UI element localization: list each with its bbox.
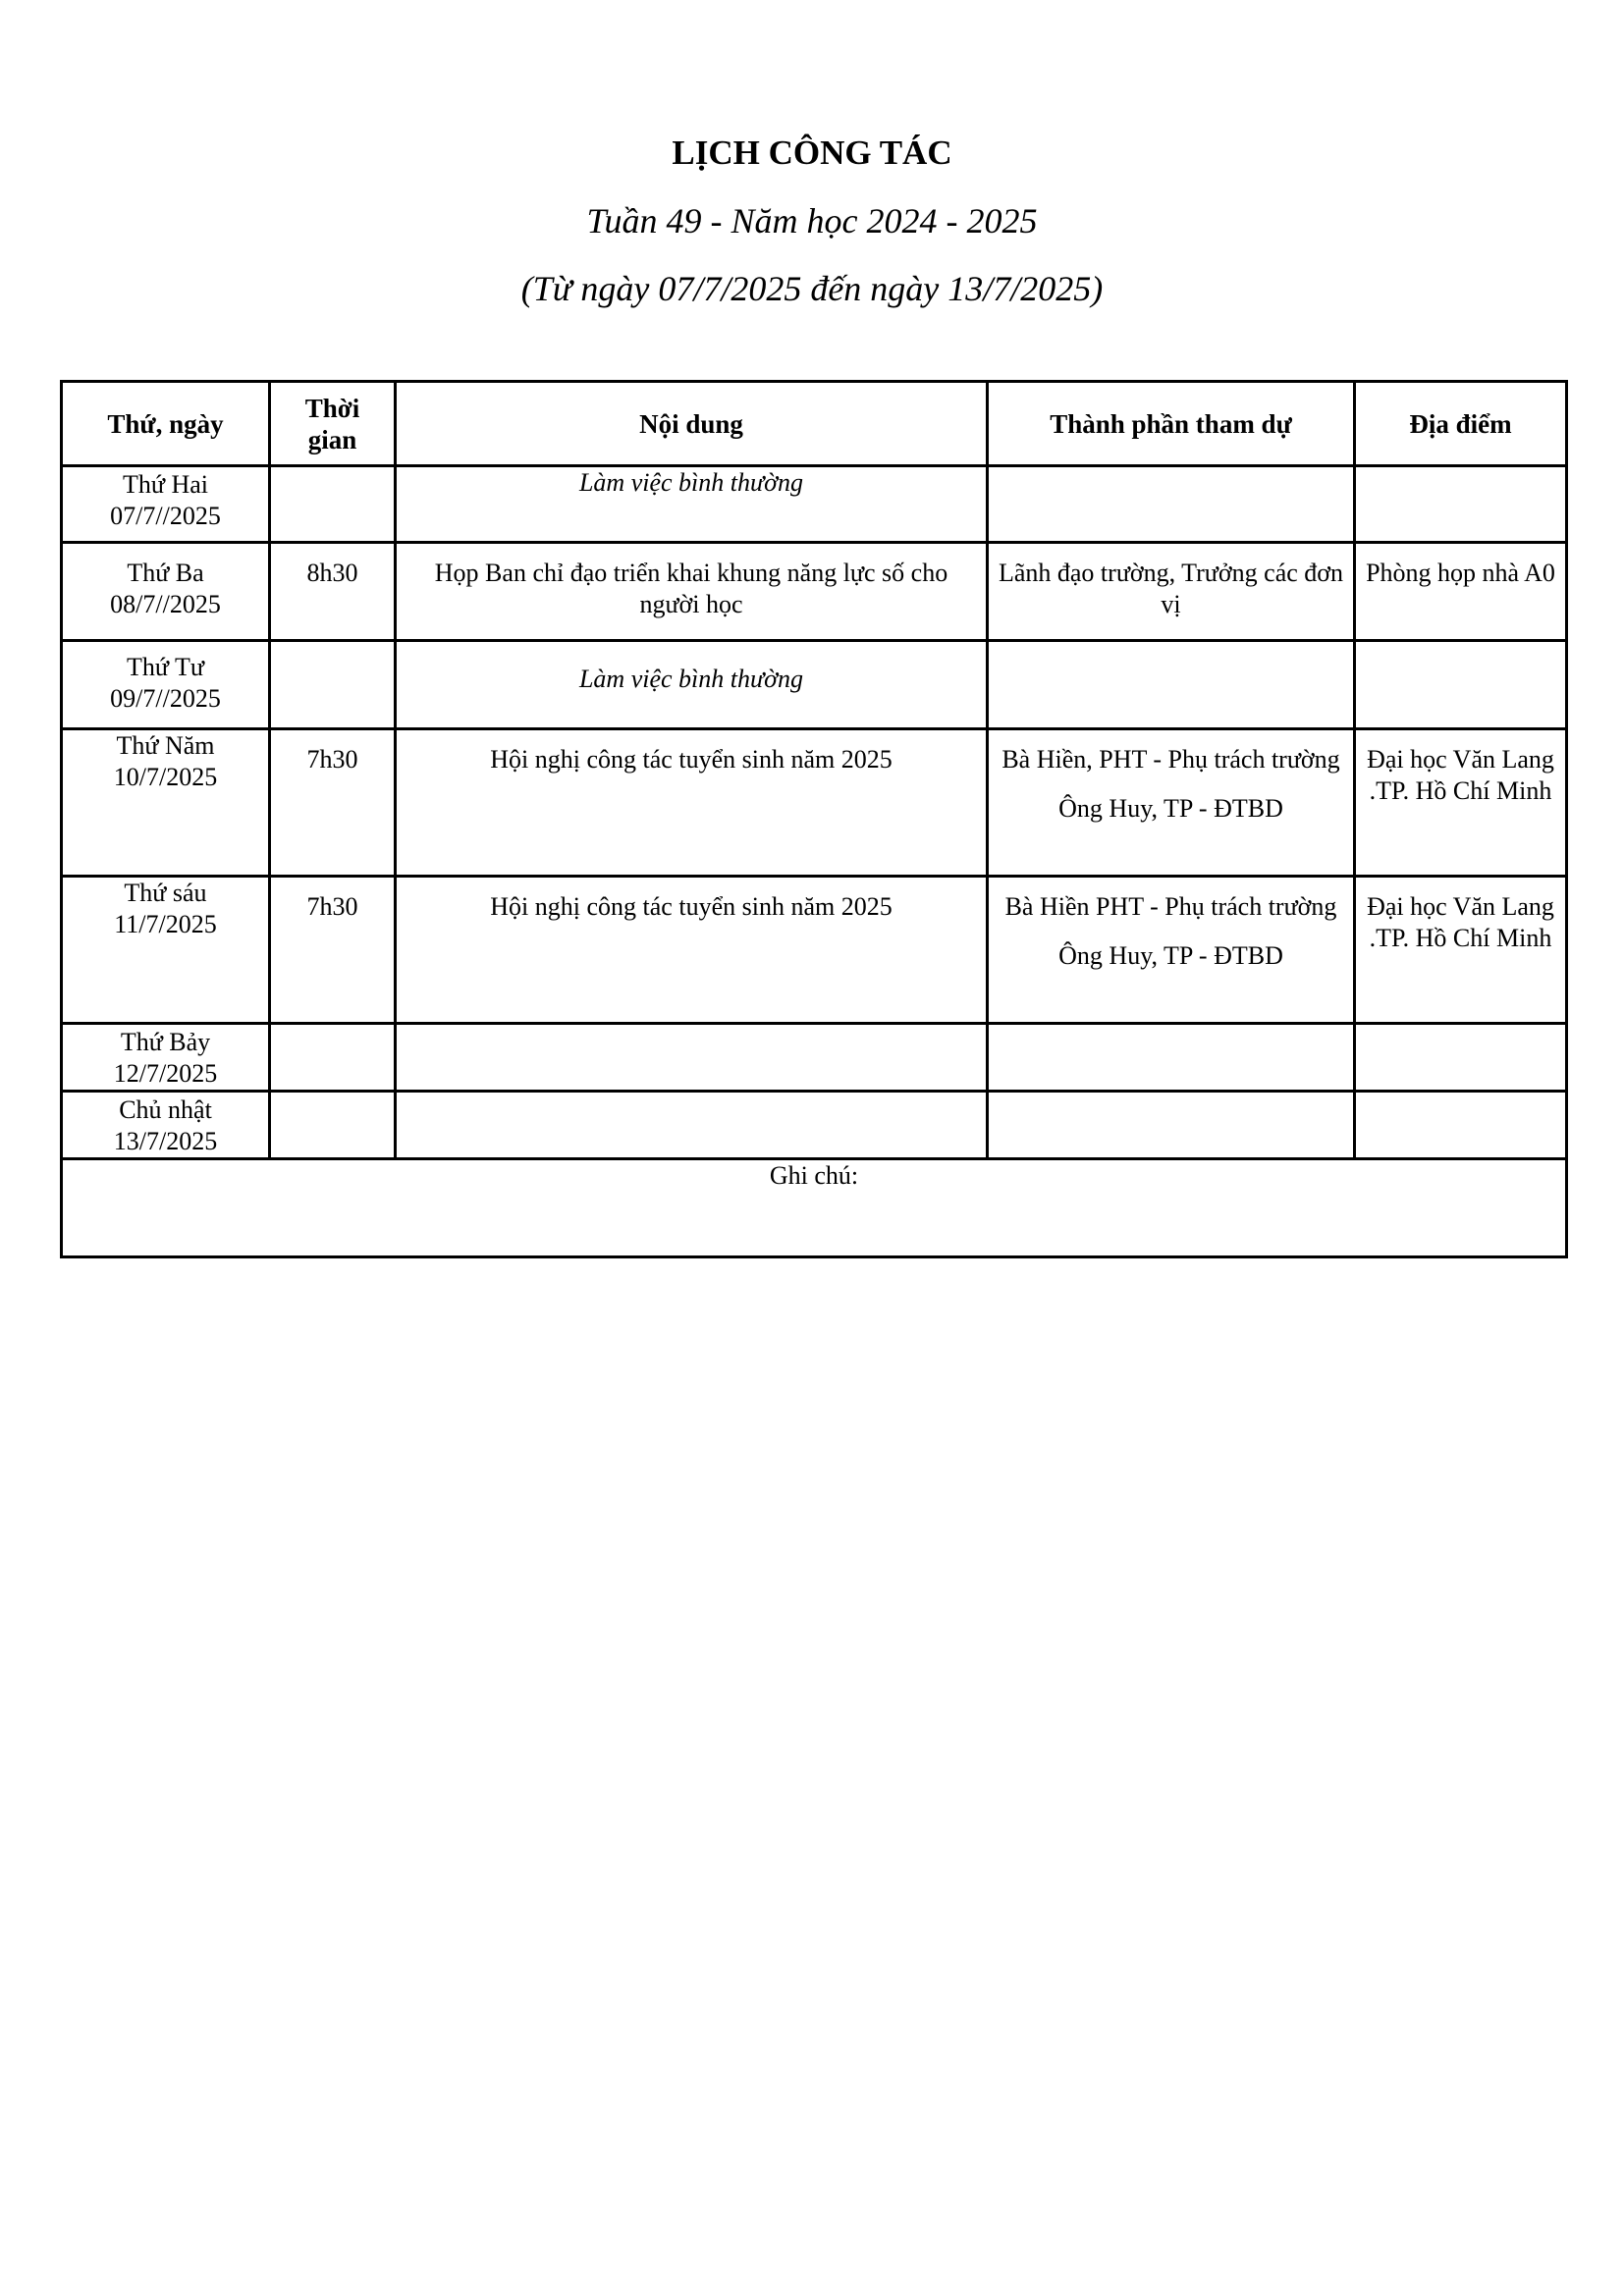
day-name: Thứ Tư [127, 653, 204, 681]
participant-entry: Ông Huy, TP - ĐTBD [1058, 941, 1283, 970]
participant-entry: Bà Hiền, PHT - Phụ trách trường [1001, 745, 1340, 774]
date-range: (Từ ngày 07/7/2025 đến ngày 13/7/2025) [520, 269, 1104, 308]
page-subtitle: Tuần 49 - Năm học 2024 - 2025 [586, 201, 1038, 240]
day-date: 10/7/2025 [113, 763, 218, 791]
location-cell [1355, 1024, 1567, 1092]
schedule-table [60, 380, 1568, 1258]
day-name: Thứ sáu [124, 879, 207, 907]
day-cell [62, 1092, 270, 1159]
participants-cell [988, 1092, 1355, 1159]
participants-cell [988, 729, 1355, 877]
participant-entry: Ông Huy, TP - ĐTBD [1058, 794, 1283, 823]
day-name: Thứ Hai [122, 470, 208, 499]
day-cell [62, 641, 270, 729]
participants-cell [988, 466, 1355, 543]
day-date: 13/7/2025 [113, 1127, 218, 1155]
location-cell [1355, 1092, 1567, 1159]
day-name: Thứ Ba [127, 559, 204, 587]
day-cell [62, 1024, 270, 1092]
day-name: Thứ Bảy [120, 1028, 211, 1056]
day-name: Chủ nhật [119, 1095, 212, 1124]
content-cell: Họp Ban chỉ đạo triển khai khung năng lực số cho người học [396, 543, 988, 641]
content-cell [396, 1092, 988, 1159]
location-cell: Đại học Văn Lang .TP. Hồ Chí Minh [1355, 729, 1567, 877]
day-cell [62, 543, 270, 641]
day-name: Thứ Năm [116, 731, 215, 760]
col-header-content: Nội dung [396, 382, 988, 466]
participant-entry: Bà Hiền PHT - Phụ trách trường [1004, 892, 1337, 921]
content-cell: Hội nghị công tác tuyển sinh năm 2025 [396, 729, 988, 877]
participants-cell [988, 877, 1355, 1024]
location-cell: Phòng họp nhà A0 [1355, 543, 1567, 641]
location-cell: Đại học Văn Lang .TP. Hồ Chí Minh [1355, 877, 1567, 1024]
content-cell: Hội nghị công tác tuyển sinh năm 2025 [396, 877, 988, 1024]
table-row [62, 1024, 1567, 1092]
content-cell: Làm việc bình thường [396, 641, 988, 729]
day-date: 07/7//2025 [110, 502, 221, 530]
day-cell [62, 466, 270, 543]
col-header-participants: Thành phần tham dự [988, 382, 1355, 466]
time-cell: 8h30 [270, 543, 396, 641]
table-row [62, 877, 1567, 1024]
day-cell [62, 877, 270, 1024]
table-row [62, 543, 1567, 641]
participants-cell: Lãnh đạo trường, Trưởng các đơn vị [988, 543, 1355, 641]
col-header-location: Địa điểm [1355, 382, 1567, 466]
time-cell: 7h30 [270, 729, 396, 877]
time-cell [270, 1024, 396, 1092]
day-date: 11/7/2025 [114, 910, 217, 938]
table-row [62, 466, 1567, 543]
content-cell: Làm việc bình thường [396, 466, 988, 543]
page-title: LỊCH CÔNG TÁC [672, 133, 952, 172]
time-cell [270, 466, 396, 543]
time-cell [270, 641, 396, 729]
notes-label: Ghi chú: [62, 1159, 1567, 1257]
location-cell [1355, 641, 1567, 729]
day-date: 08/7//2025 [110, 590, 221, 618]
table-row [62, 729, 1567, 877]
participants-cell [988, 1024, 1355, 1092]
table-row [62, 1092, 1567, 1159]
table-row [62, 641, 1567, 729]
table-header-row [62, 382, 1567, 466]
participants-cell [988, 641, 1355, 729]
col-header-time: Thời gian [270, 382, 396, 466]
notes-row [62, 1159, 1567, 1257]
day-date: 09/7//2025 [110, 684, 221, 713]
content-cell [396, 1024, 988, 1092]
time-cell [270, 1092, 396, 1159]
day-date: 12/7/2025 [113, 1059, 218, 1088]
day-cell [62, 729, 270, 877]
time-cell: 7h30 [270, 877, 396, 1024]
col-header-day: Thứ, ngày [62, 382, 270, 466]
location-cell [1355, 466, 1567, 543]
